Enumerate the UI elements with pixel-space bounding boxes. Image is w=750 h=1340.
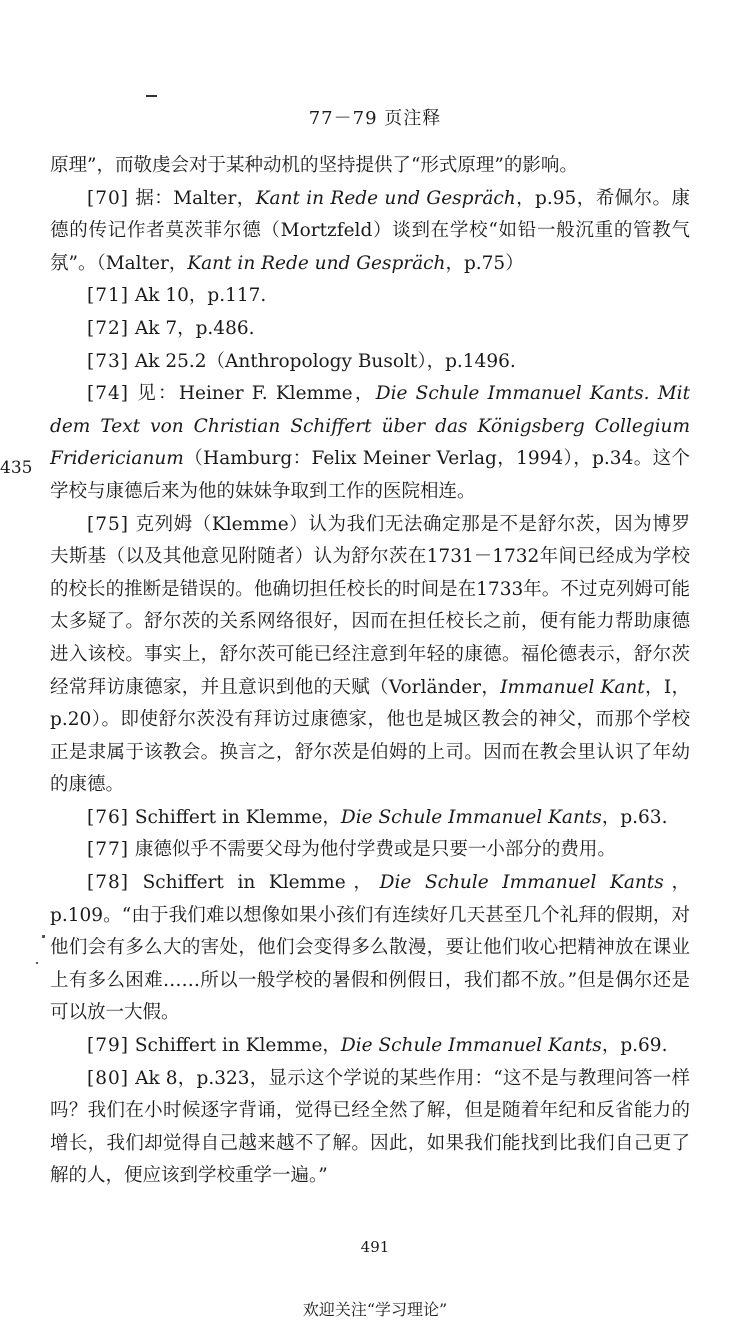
note-text: ，p.75） xyxy=(445,252,524,274)
note-76 xyxy=(50,802,690,835)
note-text: Schiffert in Klemme， xyxy=(128,872,380,894)
note-text: ，p.109。“由于我们难以想像如果小孩们有连续好几天甚至几个礼拜的假期，对他们会有多么大的害处，他们会变得多么散漫，要让他们收心把精神放在课业上有多么困难……所以一般学校的暑假和例假日，我们都不放。”但是偶尔还是可以放一大假。 xyxy=(50,872,690,1024)
note-77 xyxy=(50,834,690,867)
note-number: [76] xyxy=(87,806,129,828)
note-70 xyxy=(50,183,690,281)
book-title: Die Schule Immanuel Kants xyxy=(340,1035,602,1057)
note-75 xyxy=(50,509,690,802)
note-text: ，I，p.20）。即使舒尔茨没有拜访过康德家，他也是城区教会的神父，而那个学校正是隶属于该教会。换言之，舒尔茨是伯姆的上司。因而在教会里认识了年幼的康德。 xyxy=(50,676,691,796)
note-text: Schiffert in Klemme， xyxy=(128,1035,341,1057)
note-text: Ak 8，p.323，显示这个学说的某些作用：“这不是与教理问答一样吗？我们在小时候逐字背诵，觉得已经全然了解，但是随着年纪和反省能力的增长，我们却觉得自己越来越不了解。因此，如果我们能找到比我们自己更了解的人，便应该到学校重学一遍。” xyxy=(50,1067,690,1187)
note-text: Ak 25.2（Anthropology Busolt），p.1496. xyxy=(128,350,516,372)
note-number: [79] xyxy=(87,1035,129,1057)
note-79 xyxy=(50,1030,690,1063)
note-text: ，p.95，希佩尔。康德的传记作者莫茨菲尔德（Mortzfeld）谈到在学校“如铅一般沉重的管教气氛”。（Malter， xyxy=(50,187,691,274)
note-text: Ak 10，p.117. xyxy=(128,285,267,307)
notes-content xyxy=(50,150,690,1193)
note-number: [72] xyxy=(87,317,129,339)
note-number: [80] xyxy=(87,1067,129,1089)
scan-speck xyxy=(42,935,45,938)
note-78 xyxy=(50,867,690,1030)
note-72 xyxy=(50,313,690,346)
book-title: Kant in Rede und Gespräch xyxy=(187,252,446,274)
note-number: [77] xyxy=(87,839,129,861)
note-number: [70] xyxy=(87,187,129,209)
note-71 xyxy=(50,280,690,313)
scan-speck xyxy=(36,962,38,964)
footer-promo: 欢迎关注“学习理论” xyxy=(302,1300,448,1319)
note-number: [71] xyxy=(87,285,129,307)
note-number: [78] xyxy=(87,872,129,894)
note-text: 康德似乎不需要父母为他付学费或是只要一小部分的费用。 xyxy=(128,839,616,861)
note-number: [73] xyxy=(87,350,129,372)
note-number: [75] xyxy=(87,513,129,535)
book-title: Immanuel Kant xyxy=(500,676,645,698)
book-title: Die Schule Immanuel Kants. Mit dem Text von Christian Schiffert über das Königsberg Collegium Fridericianum xyxy=(50,383,691,470)
note-text: 克列姆（Klemme）认为我们无法确定那是不是舒尔茨，因为博罗夫斯基（以及其他意见附随者）认为舒尔茨在1731－1732年间已经成为学校的校长的推断是错误的。他确切担任校长的时间是在1733年。不过克列姆可能太多疑了。舒尔茨的关系网络很好，因而在担任校长之前，便有能力帮助康德进入该校。事实上，舒尔茨可能已经注意到年轻的康德。福伦德表示，舒尔茨经常拜访康德家，并且意识到他的天赋（Vorländer， xyxy=(50,513,690,698)
note-text: Ak 7，p.486. xyxy=(128,317,255,339)
note-text: ，p.63. xyxy=(601,806,668,828)
note-text: 据：Malter， xyxy=(128,187,256,209)
note-74 xyxy=(50,378,690,508)
note-text: ，p.69. xyxy=(601,1035,668,1057)
note-text: （Hamburg：Felix Meiner Verlag，1994），p.34。这个学校与康德后来为他的妹妹争取到工作的医院相连。 xyxy=(50,448,690,502)
margin-page-number: 435 xyxy=(0,458,33,478)
book-title: Die Schule Immanuel Kants xyxy=(340,806,602,828)
note-text: 见：Heiner F. Klemme， xyxy=(128,383,376,405)
header-mark xyxy=(146,95,157,97)
book-title: Kant in Rede und Gespräch xyxy=(255,187,516,209)
note-continuation: 原理”，而敬虔会对于某种动机的坚持提供了“形式原理”的影响。 xyxy=(50,155,578,176)
note-73 xyxy=(50,346,690,379)
page-number: 491 xyxy=(360,1238,390,1256)
page-header: 77－79 页注释 xyxy=(308,108,442,129)
note-text: Schiffert in Klemme， xyxy=(128,806,341,828)
book-title: Die Schule Immanuel Kants xyxy=(379,872,664,894)
note-80 xyxy=(50,1063,690,1193)
note-number: [74] xyxy=(87,383,129,405)
